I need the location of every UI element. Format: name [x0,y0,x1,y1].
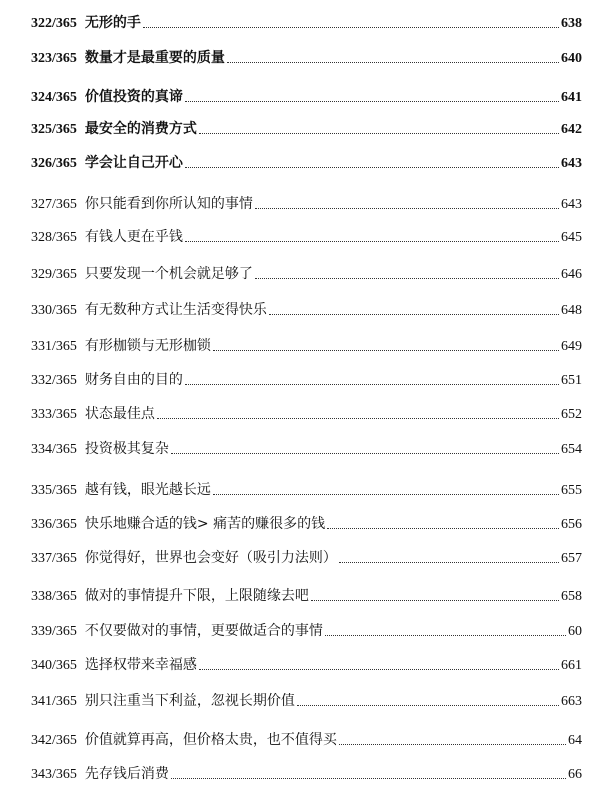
toc-entry[interactable] [31,191,582,213]
toc-entry-page-number: 649 [561,339,582,354]
toc-dot-leader [213,493,559,495]
toc-dot-leader [157,417,559,419]
toc-dot-leader [227,61,559,63]
toc-entry-page-number: 643 [561,156,582,171]
toc-entry-page-number: 656 [561,517,582,532]
toc-entry-title: 有钱人更在乎钱 [84,229,183,245]
toc-entry-page-number: 60 [568,624,582,639]
toc-entry[interactable] [31,224,582,246]
toc-dot-leader [185,166,559,168]
toc-entry-page-number: 66 [568,767,582,782]
toc-entry-page-number: 651 [561,373,582,388]
toc-entry[interactable] [31,477,582,499]
toc-dot-leader [327,527,559,529]
toc-entry-title: 财务自由的目的 [84,372,183,388]
toc-entry-number: 332/365 [31,373,77,388]
toc-entry[interactable] [31,727,582,749]
toc-entry-number: 339/365 [31,624,77,639]
toc-entry-page-number: 645 [561,230,582,245]
toc-entry-number: 336/365 [31,517,77,532]
toc-entry-title: 投资极其复杂 [84,441,169,457]
toc-entry[interactable] [31,652,582,674]
toc-entry[interactable] [31,545,582,567]
toc-entry-page-number: 658 [561,589,582,604]
toc-entry-title: 快乐地赚合适的钱> 痛苦的赚很多的钱 [84,516,326,532]
toc-dot-leader [171,777,566,779]
toc-entry-title: 有无数种方式让生活变得快乐 [84,302,267,318]
toc-entry[interactable] [31,436,582,458]
toc-entry-title: 有形枷锁与无形枷锁 [84,338,211,354]
toc-entry-title: 选择权带来幸福感 [84,657,197,673]
toc-dot-leader [171,452,559,454]
toc-entry-number: 323/365 [31,51,77,66]
toc-dot-leader [339,743,566,745]
toc-entry-title: 学会让自己开心 [84,155,183,171]
toc-entry[interactable] [31,583,582,605]
toc-dot-leader [213,349,559,351]
toc-dot-leader [255,277,559,279]
toc-entry-title: 不仅要做对的事情，更要做适合的事情 [84,623,323,639]
toc-entry-page-number: 654 [561,442,582,457]
toc-entry-title: 别只注重当下利益，忽视长期价值 [84,693,295,709]
toc-entry-number: 322/365 [31,16,77,31]
toc-entry-page-number: 661 [561,658,582,673]
toc-entry-title: 价值投资的真谛 [84,89,183,105]
toc-entry-title: 越有钱，眼光越长远 [84,482,211,498]
toc-dot-leader [297,704,559,706]
toc-entry-title: 状态最佳点 [84,406,155,422]
toc-entry-number: 329/365 [31,267,77,282]
toc-entry-number: 331/365 [31,339,77,354]
toc-entry-title: 最安全的消费方式 [84,121,197,137]
toc-entry-page-number: 648 [561,303,582,318]
toc-entry-number: 341/365 [31,694,77,709]
toc-entry-title: 数量才是最重要的质量 [84,50,225,66]
toc-entry-page-number: 663 [561,694,582,709]
toc-entry-page-number: 655 [561,483,582,498]
toc-entry[interactable] [31,333,582,355]
toc-entry-number: 330/365 [31,303,77,318]
toc-entry[interactable] [31,116,582,138]
toc-dot-leader [339,561,559,563]
toc-entry-number: 340/365 [31,658,77,673]
toc-entry-number: 325/365 [31,122,77,137]
toc-dot-leader [311,599,559,601]
toc-entry-number: 337/365 [31,551,77,566]
toc-entry[interactable] [31,84,582,106]
toc-entry-number: 334/365 [31,442,77,457]
toc-entry[interactable] [31,761,582,783]
toc-entry-page-number: 640 [561,51,582,66]
toc-entry-page-number: 657 [561,551,582,566]
toc-entry[interactable] [31,150,582,172]
toc-dot-leader [199,132,559,134]
toc-entry-number: 327/365 [31,197,77,212]
toc-entry[interactable] [31,367,582,389]
toc-entry-page-number: 643 [561,197,582,212]
toc-entry-page-number: 638 [561,16,582,31]
toc-entry-page-number: 64 [568,733,582,748]
toc-entry[interactable] [31,45,582,67]
toc-entry-title: 无形的手 [84,15,141,31]
toc-entry-title: 做对的事情提升下限，上限随缘去吧 [84,588,309,604]
toc-dot-leader [185,240,559,242]
toc-entry-page-number: 641 [561,90,582,105]
toc-entry-title: 先存钱后消费 [84,766,169,782]
toc-dot-leader [185,383,559,385]
toc-dot-leader [255,207,559,209]
toc-entry-number: 343/365 [31,767,77,782]
toc-entry-number: 328/365 [31,230,77,245]
toc-entry[interactable] [31,618,582,640]
toc-entry-number: 342/365 [31,733,77,748]
toc-entry[interactable] [31,688,582,710]
toc-entry-title: 价值就算再高，但价格太贵，也不值得买 [84,732,337,748]
toc-dot-leader [269,313,559,315]
toc-entry-title: 只要发现一个机会就足够了 [84,266,253,282]
toc-entry-page-number: 646 [561,267,582,282]
toc-entry-title: 你只能看到你所认知的事情 [84,196,253,212]
toc-dot-leader [325,634,566,636]
toc-entry[interactable] [31,511,582,533]
toc-entry-page-number: 652 [561,407,582,422]
toc-entry-page-number: 642 [561,122,582,137]
toc-dot-leader [199,668,559,670]
toc-entry-number: 326/365 [31,156,77,171]
toc-entry[interactable] [31,297,582,319]
toc-entry-number: 338/365 [31,589,77,604]
toc-entry[interactable] [31,10,582,32]
toc-dot-leader [185,100,559,102]
toc-entry-title: 你觉得好，世界也会变好（吸引力法则） [84,550,337,566]
toc-entry-number: 335/365 [31,483,77,498]
toc-dot-leader [143,26,559,28]
toc-entry-number: 324/365 [31,90,77,105]
toc-entry-number: 333/365 [31,407,77,422]
toc-entry[interactable] [31,401,582,423]
toc-entry[interactable] [31,261,582,283]
